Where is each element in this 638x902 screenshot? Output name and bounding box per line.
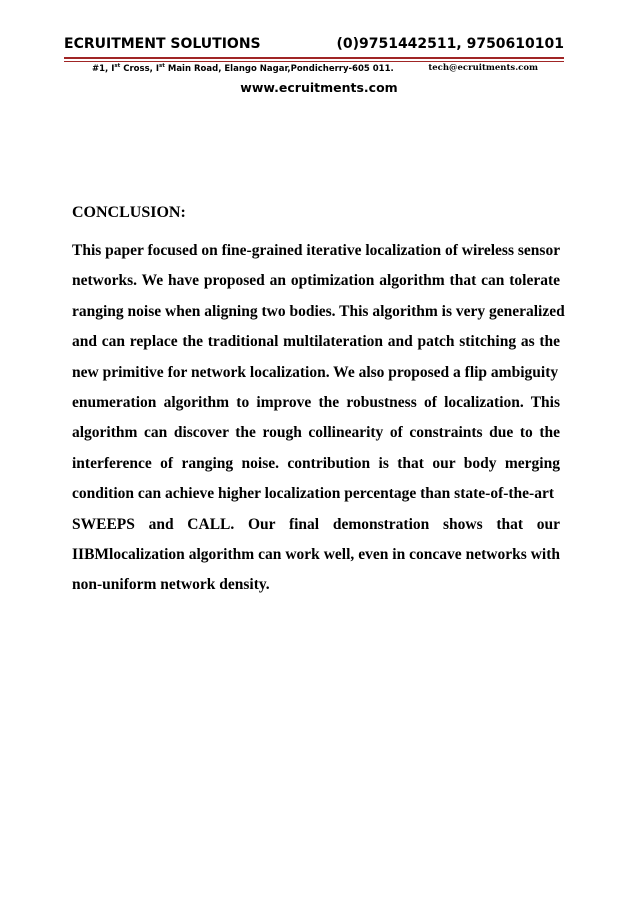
address: #1, Ist Cross, Ist Main Road, Elango Nagar,Pondicherry-605 011. <box>92 63 394 74</box>
conclusion-paragraph <box>72 236 565 601</box>
paragraph-line: interference of ranging noise. contribution is that our body merging <box>72 454 560 472</box>
paragraph-line: and can replace the traditional multilateration and patch stitching as the <box>72 333 560 351</box>
address-line <box>92 63 538 77</box>
header-rule-thin <box>64 61 564 62</box>
phone-numbers: (0)9751442511, 9750610101 <box>336 36 564 52</box>
email-address: tech@ecruitments.com <box>428 63 538 73</box>
section-title: CONCLUSION: <box>72 204 186 221</box>
paragraph-line: IIBMlocalization algorithm can work well, even in concave networks with <box>72 545 560 563</box>
paragraph-line: algorithm can discover the rough collinearity of constraints due to the <box>72 424 560 442</box>
paragraph-line: enumeration algorithm to improve the robustness of localization. This <box>72 393 560 411</box>
paragraph-line: condition can achieve higher localization percentage than state-of-the-art <box>72 485 555 503</box>
website-url: www.ecruitments.com <box>240 80 398 95</box>
paragraph-line: networks. We have proposed an optimization algorithm that can tolerate <box>72 272 560 290</box>
header-rule-thick <box>64 57 564 59</box>
letterhead <box>64 36 564 58</box>
paragraph-line: SWEEPS and CALL. Our final demonstration shows that our <box>72 515 560 533</box>
paragraph-line: new primitive for network localization. We also proposed a flip ambiguity <box>72 363 559 381</box>
paragraph-line: This paper focused on fine-grained iterative localization of wireless sensor <box>72 242 561 259</box>
paragraph-line: ranging noise when aligning two bodies. This algorithm is very generalized <box>72 302 565 320</box>
paragraph-line: non-uniform network density. <box>72 576 270 594</box>
company-name: ECRUITMENT SOLUTIONS <box>64 36 261 52</box>
